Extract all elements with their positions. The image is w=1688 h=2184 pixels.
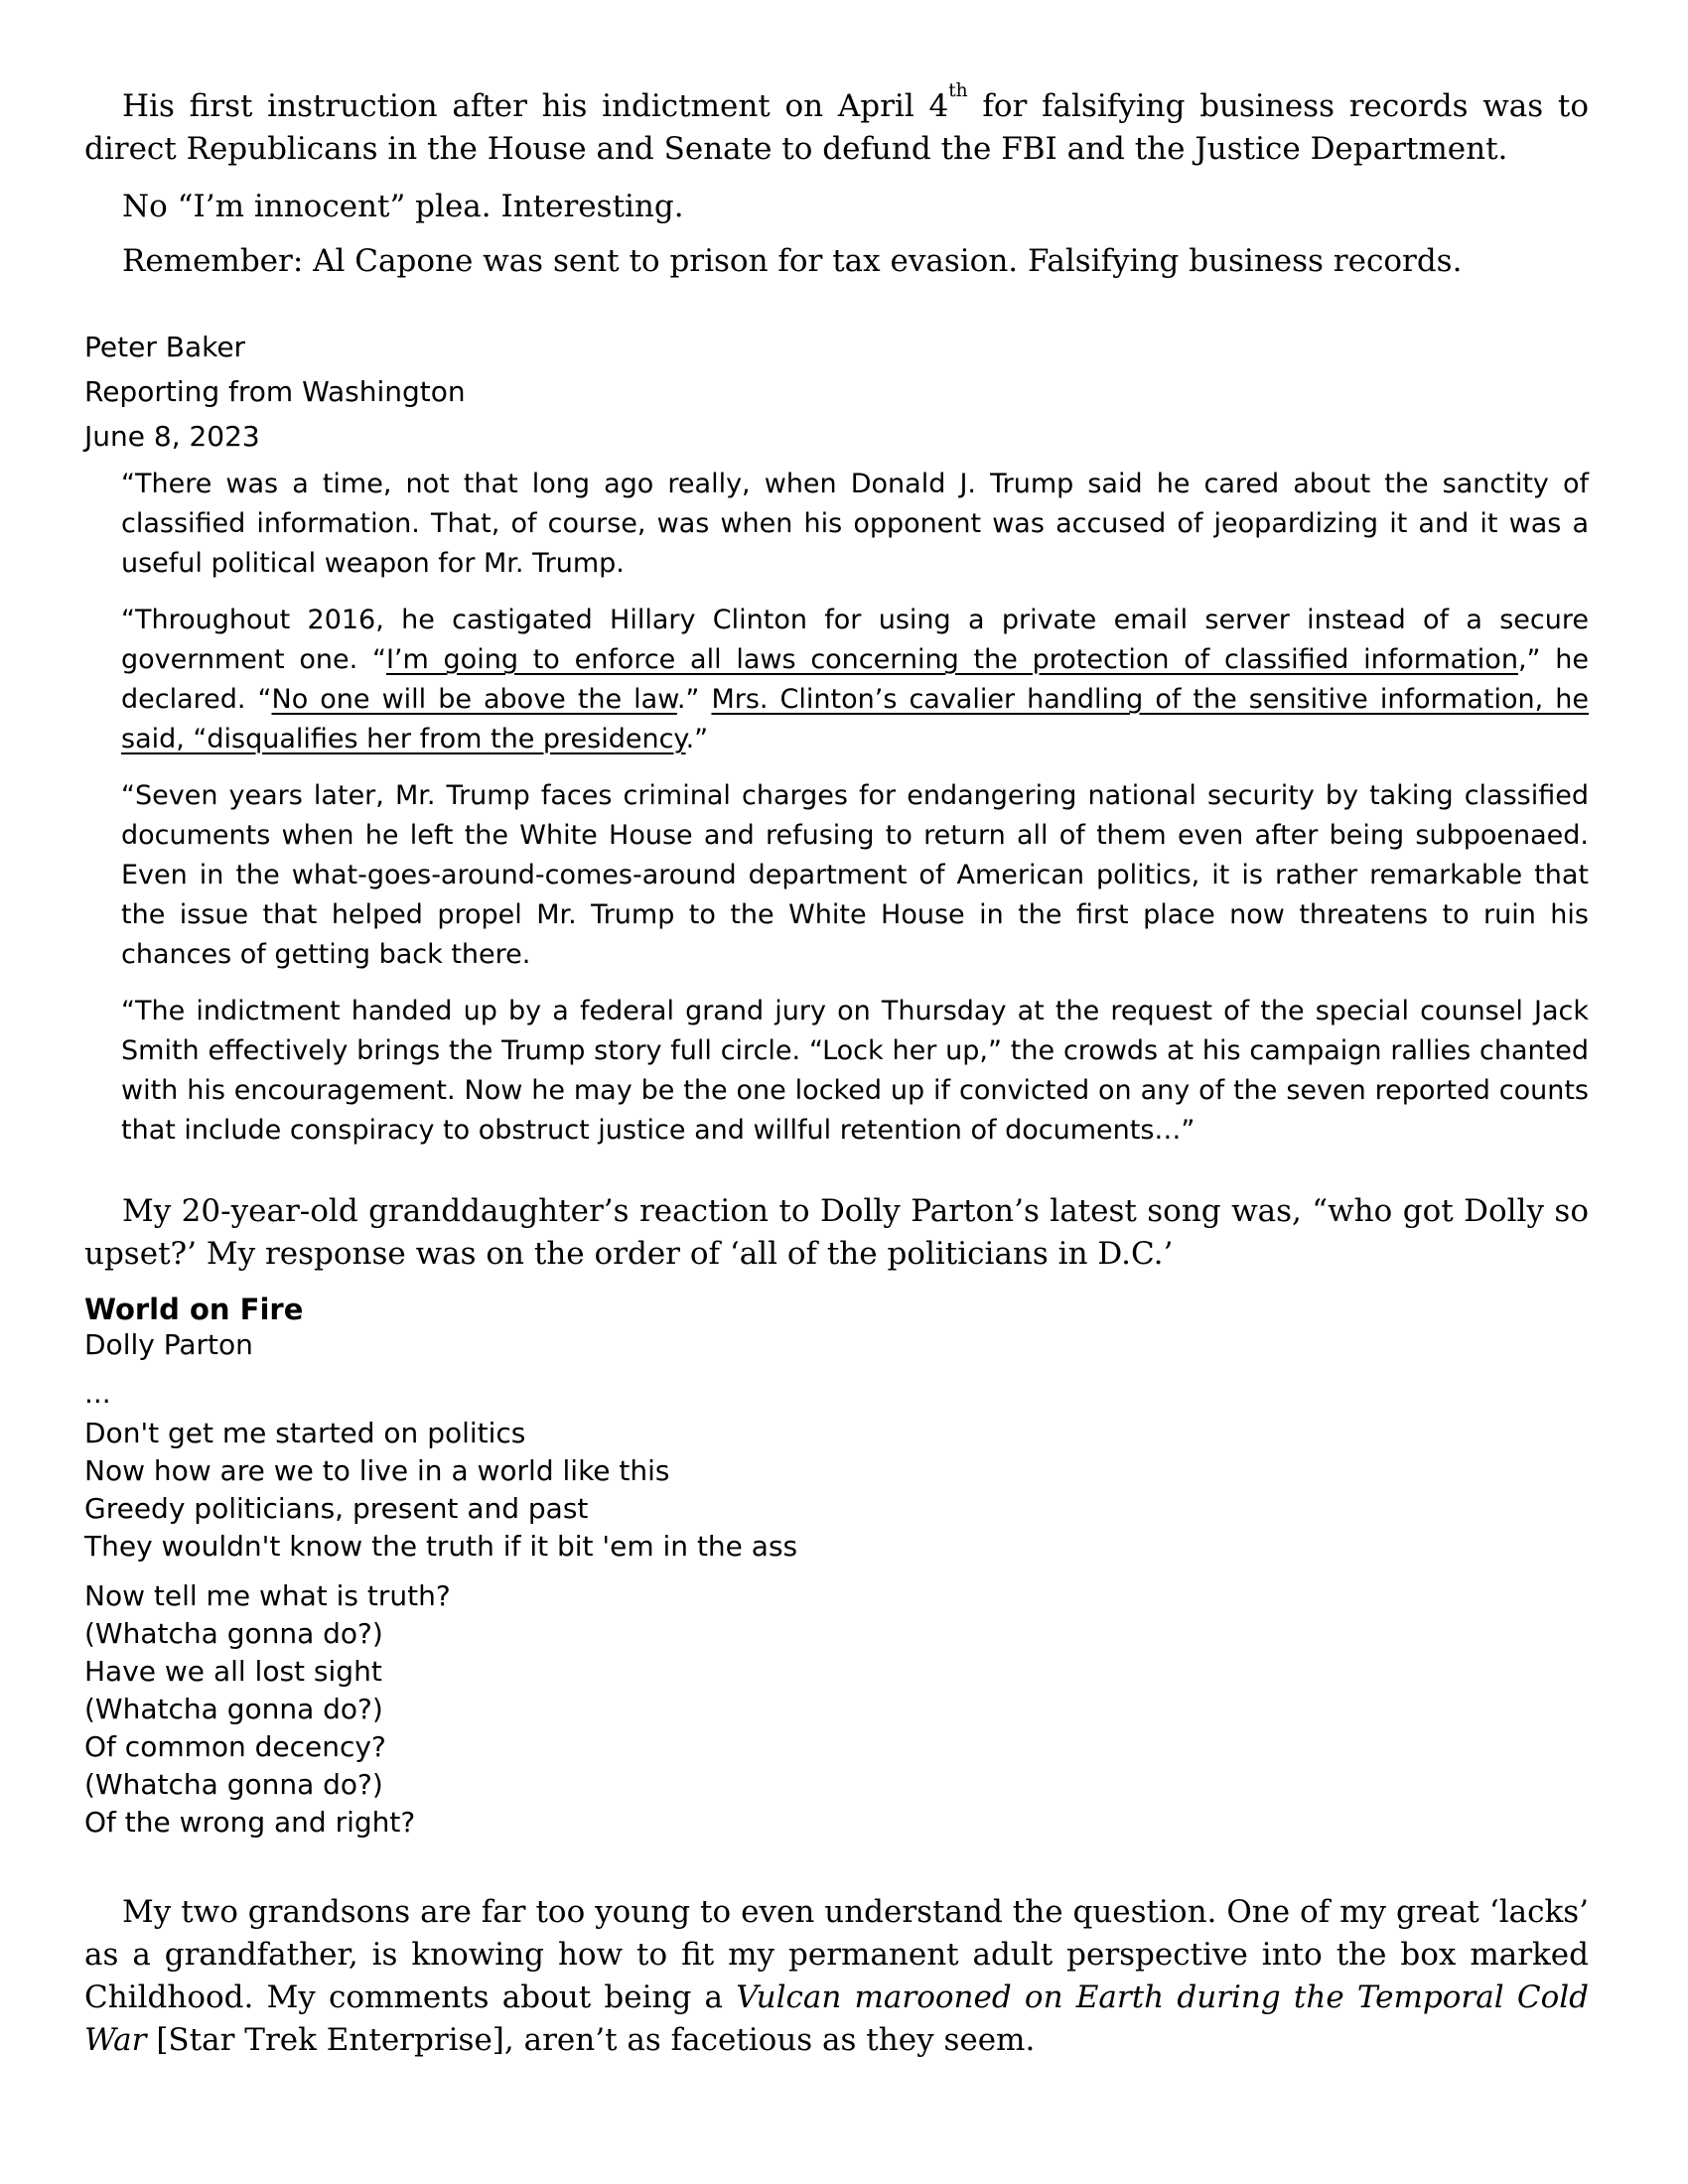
capone-line: Remember: Al Capone was sent to prison for tax evasion. Falsifying business records. <box>122 243 1463 279</box>
granddaughter-paragraph: My 20-year-old granddaughter’s reaction to Dolly Parton’s latest song was, “who got Dolly so upset?’ My response was on the order of ‘all of the politicians in D.C.’ <box>84 1193 1589 1272</box>
intro-text-before-superscript: His first instruction after his indictment on April 4 <box>122 88 949 124</box>
lyric-line: (Whatcha gonna do?) <box>84 1617 383 1650</box>
plea-line: No “I’m innocent” plea. Interesting. <box>122 189 684 224</box>
byline-block <box>84 331 1589 454</box>
lyric-line: (Whatcha gonna do?) <box>84 1768 383 1801</box>
closing-paragraph <box>84 1891 1589 2062</box>
lyric-line: Now how are we to live in a world like this <box>84 1454 670 1487</box>
byline-date: June 8, 2023 <box>84 420 260 453</box>
quote2-plain-segment-2: ,” he declared. “ <box>121 644 1589 715</box>
quote2-plain-segment-1: “Throughout 2016, he castigated Hillary Clinton for using a private email server instead of a secure government one. “ <box>121 605 1589 675</box>
quote-paragraph-1: “There was a time, not that long ago really, when Donald J. Trump said he cared about the sanctity of classified information. That, of course, was when his opponent was accused of jeopardizing it and it was a useful political weapon for Mr. Trump. <box>121 469 1589 579</box>
lyric-line: Don't get me started on politics <box>84 1417 526 1449</box>
quote2-underlined-segment-3: Mrs. Clinton’s cavalier handling of the sensitive information, he said, “disqualifies her from the presidency <box>121 684 1590 754</box>
ordinal-superscript: th <box>948 80 968 102</box>
quoted-article-block <box>121 465 1589 1151</box>
quote2-underlined-segment-2: No one will be above the law <box>271 684 677 715</box>
song-section <box>84 1292 1589 1842</box>
quote-paragraph-3: “Seven years later, Mr. Trump faces criminal charges for endangering national security by taking classified documents when he left the White House and refusing to return all of them even after being subpoenaed. Even in the what-goes-around-comes-around department of American politics, it is rather remarkable that the issue that helped propel Mr. Trump to the White House in the first place now threatens to ruin his chances of getting back there. <box>121 780 1589 970</box>
lyric-line: Greedy politicians, present and past <box>84 1492 589 1525</box>
lyrics-ellipsis: ... <box>84 1377 111 1410</box>
lyric-line: Of the wrong and right? <box>84 1806 416 1839</box>
song-title: World on Fire <box>84 1293 304 1326</box>
song-artist: Dolly Parton <box>84 1328 253 1361</box>
byline-author: Peter Baker <box>84 331 246 363</box>
lyric-line: Now tell me what is truth? <box>84 1579 451 1612</box>
lyric-line: Of common decency? <box>84 1730 386 1763</box>
lyrics-stanza-2 <box>84 1577 1589 1842</box>
lyric-line: (Whatcha gonna do?) <box>84 1693 383 1725</box>
quote-paragraph-4: “The indictment handed up by a federal grand jury on Thursday at the request of the special counsel Jack Smith effectively brings the Trump story full circle. “Lock her up,” the crowds at his campaign rallies chanted with his encouragement. Now he may be the one locked up if convicted on any of the seven reported counts that include conspiracy to obstruct justice and willful retention of documents…” <box>121 996 1589 1146</box>
closing-italic-title: Vulcan marooned on Earth during the Temporal Cold War <box>84 1979 1589 2058</box>
quote-paragraph-2 <box>121 601 1589 759</box>
byline-location: Reporting from Washington <box>84 375 466 408</box>
closing-text-after-italic: [Star Trek Enterprise], aren’t as facetious as they seem. <box>146 2022 1036 2058</box>
quote2-underlined-segment-1: I’m going to enforce all laws concerning the protection of classified information <box>385 644 1518 675</box>
quote2-plain-segment-4: .” <box>685 724 709 754</box>
closing-text-before-italic: My two grandsons are far too young to even understand the question. One of my great ‘lacks’ as a grandfather, is knowing how to fit my permanent adult perspective into the box marked Childhood. My comments about being a <box>84 1894 1589 2015</box>
lyric-line: They wouldn't know the truth if it bit 'em in the ass <box>84 1530 798 1563</box>
intro-paragraph <box>84 80 1589 171</box>
lyrics-stanza-1 <box>84 1415 1589 1566</box>
lyric-line: Have we all lost sight <box>84 1655 382 1688</box>
quote2-plain-segment-3: .” <box>676 684 712 715</box>
intro-text-after-superscript: for falsifying business records was to direct Republicans in the House and Senate to defund the FBI and the Justice Department. <box>84 88 1589 167</box>
